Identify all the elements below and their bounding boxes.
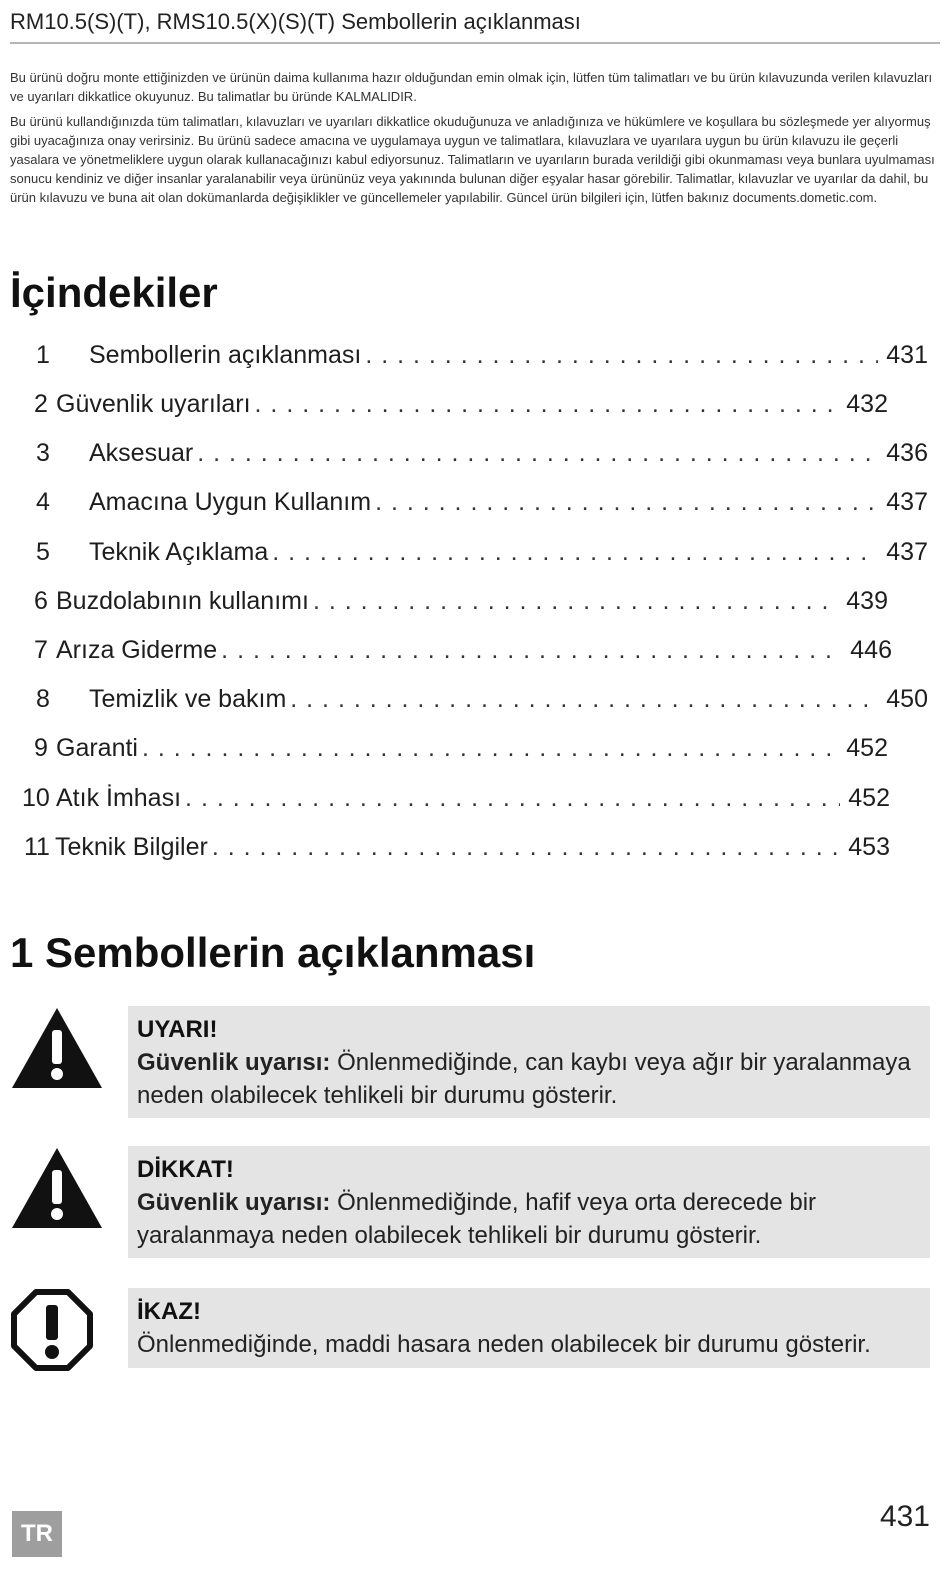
notice-body: Önlenmediğinde, hafif veya orta derecede bir yaralanmaya neden olabilecek tehlikeli bir durumu gösterir. xyxy=(137,1189,817,1249)
notice-title: İKAZ! xyxy=(137,1298,201,1325)
toc-item[interactable] xyxy=(22,778,890,818)
notice-text xyxy=(137,1328,920,1361)
toc-item-number: 9 xyxy=(34,734,48,762)
notice-box xyxy=(128,1146,930,1258)
toc-item-page: 439 xyxy=(846,587,888,615)
toc-item-page: 431 xyxy=(886,341,928,369)
toc-item-page: 437 xyxy=(886,538,928,566)
notice-box xyxy=(128,1006,930,1118)
toc-item-number: 1 xyxy=(36,341,50,369)
notice-box xyxy=(128,1288,930,1368)
toc-item-page: 452 xyxy=(848,784,890,812)
toc-item-label: Arıza Giderme xyxy=(56,636,218,664)
toc-item-number: 11 xyxy=(24,833,50,861)
toc-item-label: Teknik Bilgiler xyxy=(55,833,208,861)
toc-item-page: 436 xyxy=(886,439,928,467)
toc-item-page: 446 xyxy=(850,636,892,664)
toc-item-number: 7 xyxy=(34,636,48,664)
toc-item-label: Temizlik ve bakım xyxy=(89,685,287,713)
toc-leader-dots xyxy=(221,630,842,670)
toc-item-label: Sembollerin açıklanması xyxy=(89,341,362,369)
notice-text xyxy=(137,1046,920,1112)
notice-body: Önlenmediğinde, maddi hasara neden olabilecek bir durumu gösterir. xyxy=(137,1331,871,1358)
toc-title: İçindekiler xyxy=(10,269,218,316)
header-title: RM10.5(S)(T), RMS10.5(X)(S)(T) Sembollerin açıklanması xyxy=(10,9,581,34)
toc-item[interactable] xyxy=(36,679,928,719)
toc-item-number: 8 xyxy=(36,685,50,713)
page-header xyxy=(10,8,940,44)
toc-item[interactable] xyxy=(34,384,888,424)
toc-item-number: 2 xyxy=(34,390,48,418)
toc-item-page: 452 xyxy=(846,734,888,762)
toc-item-number: 5 xyxy=(36,538,50,566)
toc-leader-dots xyxy=(142,728,838,768)
language-badge: TR xyxy=(12,1511,62,1557)
toc-item-number: 6 xyxy=(34,587,48,615)
toc-item-label: Buzdolabının kullanımı xyxy=(56,587,309,615)
caution-triangle-icon xyxy=(10,1146,104,1235)
intro-paragraph-2: Bu ürünü kullandığınızda tüm talimatları, kılavuzları ve uyarıları dikkatlice okuduğunuza ve anladığınıza ve hükümlere ve koşullara bu sözleşmede yer alıyormuş gibi uyacağınıza onay verirsiniz. Bu ürünü sadece amacına ve uygulamaya uygun ve talimatlara, kılavuzlara ve uyarılara uygun bu ürün kılavuzu ile geçerli yasalara ve yönetmeliklere uygun olarak kullanacağınızı kabul ediyorsunuz. Talimatların ve uyarıların burada verildiği gibi okunmaması veya bunlara uyulmaması sonucu kendiniz ve diğer insanlar yaralanabilir veya ürününüz veya yakınında bulunan diğer eşyalar hasar görebilir. Talimatlar, kılavuzlar ve uyarılar da dahil, bu ürün kılavuzu ve buna ait olan dokümanlarda değişiklikler ve güncellemeler yapılabilir. Güncel ürün bilgileri için, lütfen bakınız documents.dometic.com. xyxy=(10,114,935,205)
toc-item-number: 3 xyxy=(36,439,50,467)
toc-item-page: 432 xyxy=(846,390,888,418)
toc-leader-dots xyxy=(272,532,878,572)
toc-item-label: Teknik Açıklama xyxy=(89,538,269,566)
toc-item-label: Garanti xyxy=(56,734,138,762)
toc-leader-dots xyxy=(212,827,840,867)
toc-item-label: Aksesuar xyxy=(89,439,194,467)
notice-octagon-icon xyxy=(10,1288,94,1377)
toc-item[interactable] xyxy=(34,630,892,670)
toc-item[interactable] xyxy=(36,433,928,473)
toc-item-page: 450 xyxy=(886,685,928,713)
toc-leader-dots xyxy=(375,482,878,522)
toc-leader-dots xyxy=(255,384,839,424)
toc-item-number: 10 xyxy=(22,784,50,812)
toc-item-page: 453 xyxy=(848,833,890,861)
notice-body: Önlenmediğinde, can kaybı veya ağır bir yaralanmaya neden olabilecek tehlikeli bir durumu gösterir. xyxy=(137,1049,911,1109)
toc-item-label: Güvenlik uyarıları xyxy=(56,390,251,418)
toc-leader-dots xyxy=(185,778,840,818)
toc-item[interactable] xyxy=(34,581,888,621)
section-title: 1 Sembollerin açıklanması xyxy=(10,929,536,976)
toc-item[interactable] xyxy=(36,482,928,522)
toc-leader-dots xyxy=(313,581,838,621)
intro-paragraph-1: Bu ürünü doğru monte ettiğinizden ve ürünün daima kullanıma hazır olduğundan emin olmak için, lütfen tüm talimatları ve bu ürün kılavuzunda verilen kılavuzları ve uyarıları dikkatlice okuyunuz. Bu talimatlar bu üründe KALMALIDIR. xyxy=(10,70,933,104)
toc-item-label: Amacına Uygun Kullanım xyxy=(89,488,372,516)
toc-leader-dots xyxy=(365,335,878,375)
warning-triangle-icon xyxy=(10,1006,104,1095)
toc-item[interactable] xyxy=(24,827,890,867)
toc-item-number: 4 xyxy=(36,488,50,516)
toc-item[interactable] xyxy=(36,335,928,375)
toc-item-label: Atık İmhası xyxy=(56,784,182,812)
notice-title: DİKKAT! xyxy=(137,1156,234,1183)
notice-text xyxy=(137,1186,920,1252)
notice-lead: Güvenlik uyarısı: xyxy=(137,1049,331,1076)
toc-item[interactable] xyxy=(36,532,928,572)
page-number: 431 xyxy=(879,1500,930,1533)
toc-leader-dots xyxy=(197,433,878,473)
toc-item[interactable] xyxy=(34,728,888,768)
toc-item-page: 437 xyxy=(886,488,928,516)
notice-title: UYARI! xyxy=(137,1016,218,1043)
notice-lead: Güvenlik uyarısı: xyxy=(137,1189,331,1216)
toc-leader-dots xyxy=(290,679,878,719)
